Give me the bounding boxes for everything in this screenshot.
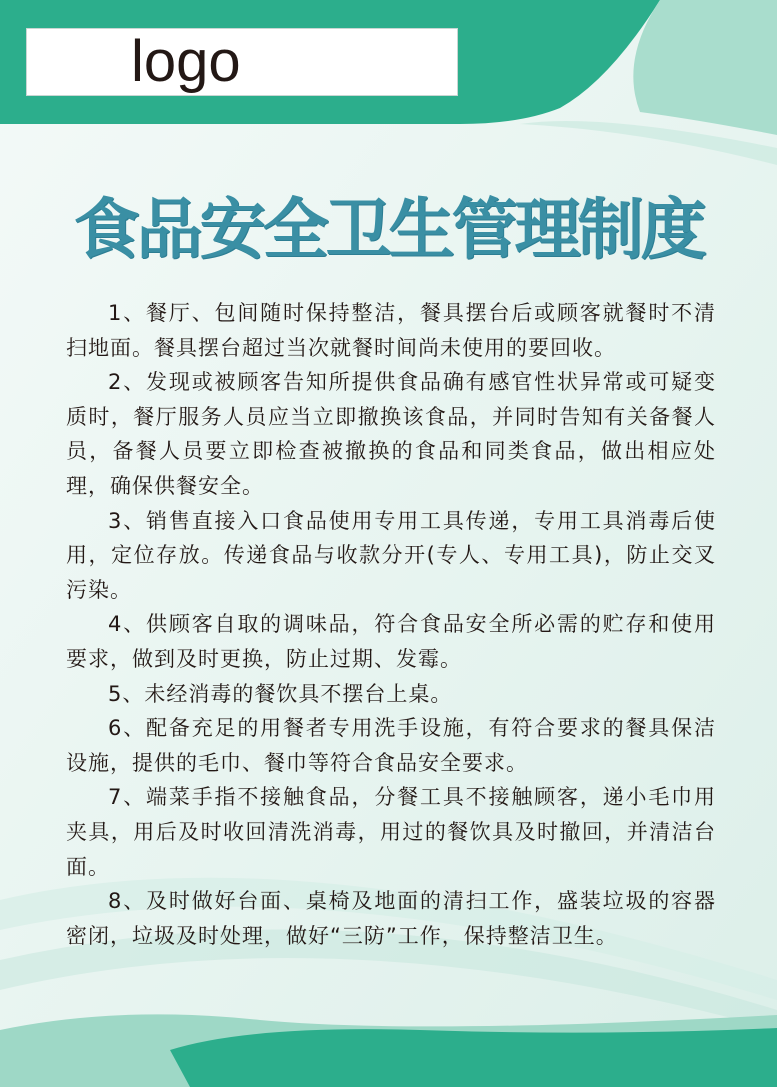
rules-list — [66, 296, 716, 953]
rule-item-7: 7、端菜手指不接触食品，分餐工具不接触顾客，递小毛巾用夹具，用后及时收回清洗消毒，用过的餐饮具及时撤回，并清洁台面。 — [66, 785, 716, 879]
page-title: 食品安全卫生管理制度 — [73, 190, 704, 268]
rule-item-5: 5、未经消毒的餐饮具不摆台上桌。 — [108, 681, 453, 706]
rule-item-3: 3、销售直接入口食品使用专用工具传递，专用工具消毒后使用，定位存放。传递食品与收款分开(专人、专用工具)，防止交叉污染。 — [66, 508, 716, 602]
logo-box — [26, 28, 458, 96]
rule-item-4: 4、供顾客自取的调味品，符合食品安全所必需的贮存和使用要求，做到及时更换，防止过期、发霉。 — [66, 612, 716, 671]
rule-item-8: 8、及时做好台面、桌椅及地面的清扫工作，盛装垃圾的容器密闭，垃圾及时处理，做好“三防”工作，保持整洁卫生。 — [66, 889, 716, 948]
logo-text: logo — [131, 29, 241, 94]
rule-item-1: 1、餐厅、包间随时保持整洁，餐具摆台后或顾客就餐时不清扫地面。餐具摆台超过当次就餐时间尚未使用的要回收。 — [66, 301, 716, 360]
rule-item-2: 2、发现或被顾客告知所提供食品确有感官性状异常或可疑变质时，餐厅服务人员应当立即撤换该食品，并同时告知有关备餐人员，备餐人员要立即检查被撤换的食品和同类食品，做出相应处理，确保供餐安全。 — [66, 370, 716, 498]
rule-item-6: 6、配备充足的用餐者专用洗手设施，有符合要求的餐具保洁设施，提供的毛巾、餐巾等符合食品安全要求。 — [66, 716, 716, 775]
